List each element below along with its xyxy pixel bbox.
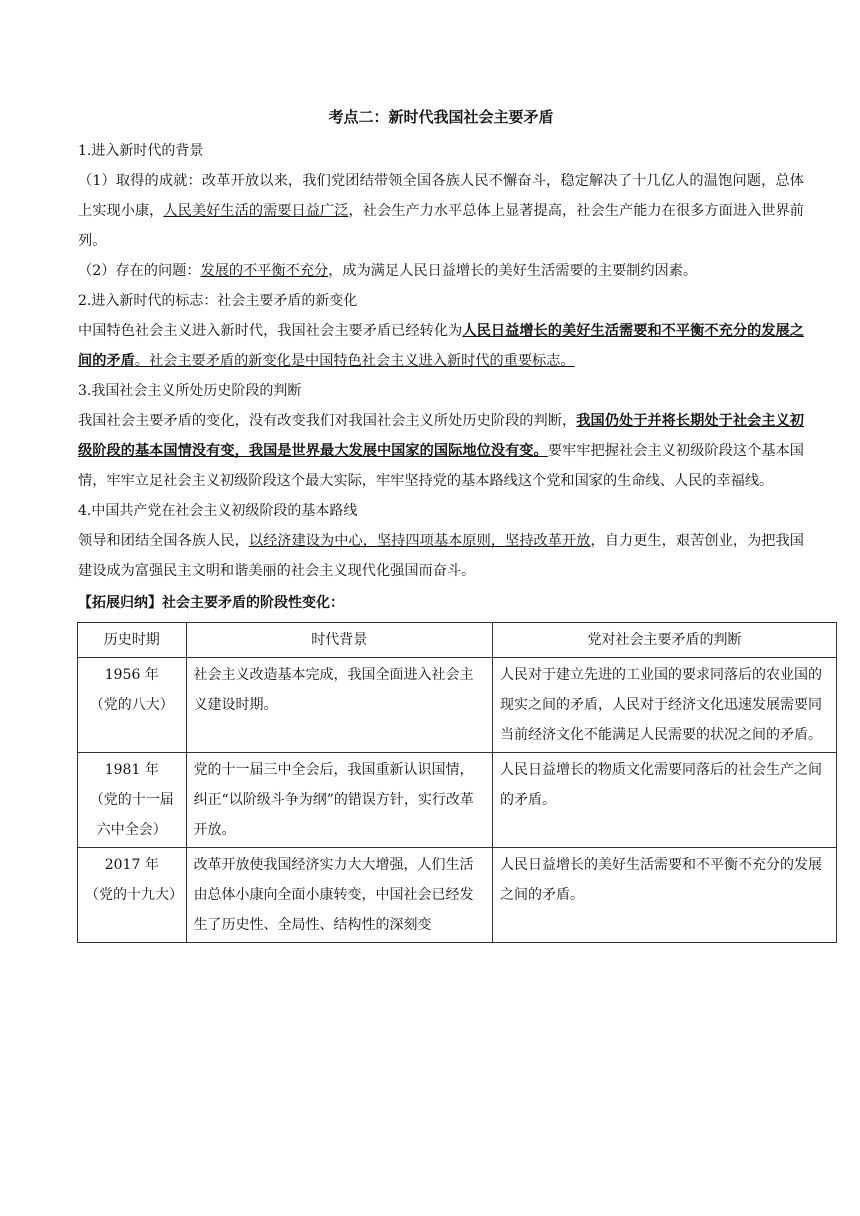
section-3-paragraph (78, 406, 804, 496)
section-2-heading: 2.进入新时代的标志：社会主要矛盾的新变化 (78, 293, 358, 309)
bold-underlined-text: 人民日益增长的美好生活需要和不平衡不充分的发展之间的矛盾 (78, 323, 804, 369)
column-header: 党对社会主要矛盾的判断 (493, 623, 837, 658)
section-1-paragraph-1 (78, 166, 804, 256)
table-header-row (78, 623, 837, 658)
period-event: （党的八大） (89, 697, 174, 713)
text-run: ，自力更生，艰苦创业，为把我国建设成为富强民主文明和谐美丽的社会主义现代化强国而奋斗。 (78, 533, 804, 579)
period-year: 2017 年 (104, 857, 159, 873)
section-1-heading: 1.进入新时代的背景 (78, 143, 204, 159)
table-row (78, 848, 837, 943)
extension-heading: 【拓展归纳】社会主要矛盾的阶段性变化： (78, 595, 344, 611)
table-row (78, 753, 837, 848)
period-cell (78, 848, 187, 943)
underlined-text: 以经济建设为中心，坚持四项基本原则，坚持改革开放 (248, 533, 591, 549)
judgment-cell: 人民日益增长的美好生活需要和不平衡不充分的发展之间的矛盾。 (493, 848, 837, 943)
section-4-heading: 4.中国共产党在社会主义初级阶段的基本路线 (78, 503, 358, 519)
column-header: 历史时期 (78, 623, 187, 658)
text-run: （2）存在的问题： (78, 263, 201, 279)
period-cell (78, 753, 187, 848)
period-event: （党的十一届六中全会） (89, 792, 174, 838)
table-row (78, 658, 837, 753)
period-year: 1981 年 (104, 762, 159, 778)
text-run: （1）取得的成就：改革开放以来，我们党团结带领全国各族人民不懈奋斗，稳定解决了十几亿人的温饱问题，总体上实现小康， (78, 173, 804, 219)
period-event: （党的十九大） (85, 887, 183, 903)
contradiction-table (77, 622, 837, 943)
judgment-cell: 人民日益增长的物质文化需要同落后的社会生产之间的矛盾。 (493, 753, 837, 848)
underlined-text: 。社会主要矛盾的新变化是中国特色社会主义进入新时代的重要标志。 (134, 353, 575, 369)
underlined-text: 人民美好生活的需要日益广泛 (163, 203, 349, 219)
text-run: 领导和团结全国各族人民， (78, 533, 249, 549)
text-run: 要牢牢把握社会主义初级阶段这个基本国情，牢牢立足社会主义初级阶段这个最大实际，牢牢坚持党的基本路线这个党和国家的生命线、人民的幸福线。 (78, 443, 804, 489)
background-cell: 改革开放使我国经济实力大大增强，人们生活由总体小康向全面小康转变，中国社会已经发生了历史性、全局性、结构性的深刻变 (186, 848, 492, 943)
text-run: ，成为满足人民日益增长的美好生活需要的主要制约因素。 (328, 263, 698, 279)
text-run: 中国特色社会主义进入新时代，我国社会主要矛盾已经转化为 (78, 323, 463, 339)
section-1-paragraph-2 (78, 256, 804, 286)
section-2-paragraph (78, 316, 804, 376)
period-year: 1956 年 (104, 667, 159, 683)
column-header: 时代背景 (186, 623, 492, 658)
page-title: 考点二：新时代我国社会主要矛盾 (328, 108, 554, 126)
period-cell (78, 658, 187, 753)
text-run: ，社会生产力水平总体上显著提高，社会生产能力在很多方面进入世界前列。 (78, 203, 804, 249)
underlined-text: 发展的不平衡不充分 (200, 263, 329, 279)
bold-underlined-text: 我国仍处于并将长期处于社会主义初级阶段的基本国情没有变，我国是世界最大发展中国家的国际地位没有变。 (78, 413, 804, 459)
document-page (78, 106, 822, 943)
judgment-cell: 人民对于建立先进的工业国的要求同落后的农业国的现实之间的矛盾，人民对于经济文化迅速发展需要同当前经济文化不能满足人民需要的状况之间的矛盾。 (493, 658, 837, 753)
section-4-paragraph (78, 526, 804, 586)
background-cell: 社会主义改造基本完成，我国全面进入社会主义建设时期。 (186, 658, 492, 753)
background-cell: 党的十一届三中全会后，我国重新认识国情，纠正“以阶级斗争为纲”的错误方针，实行改革开放。 (186, 753, 492, 848)
text-run: 我国社会主要矛盾的变化，没有改变我们对我国社会主义所处历史阶段的判断， (78, 413, 577, 429)
section-3-heading: 3.我国社会主义所处历史阶段的判断 (78, 383, 302, 399)
